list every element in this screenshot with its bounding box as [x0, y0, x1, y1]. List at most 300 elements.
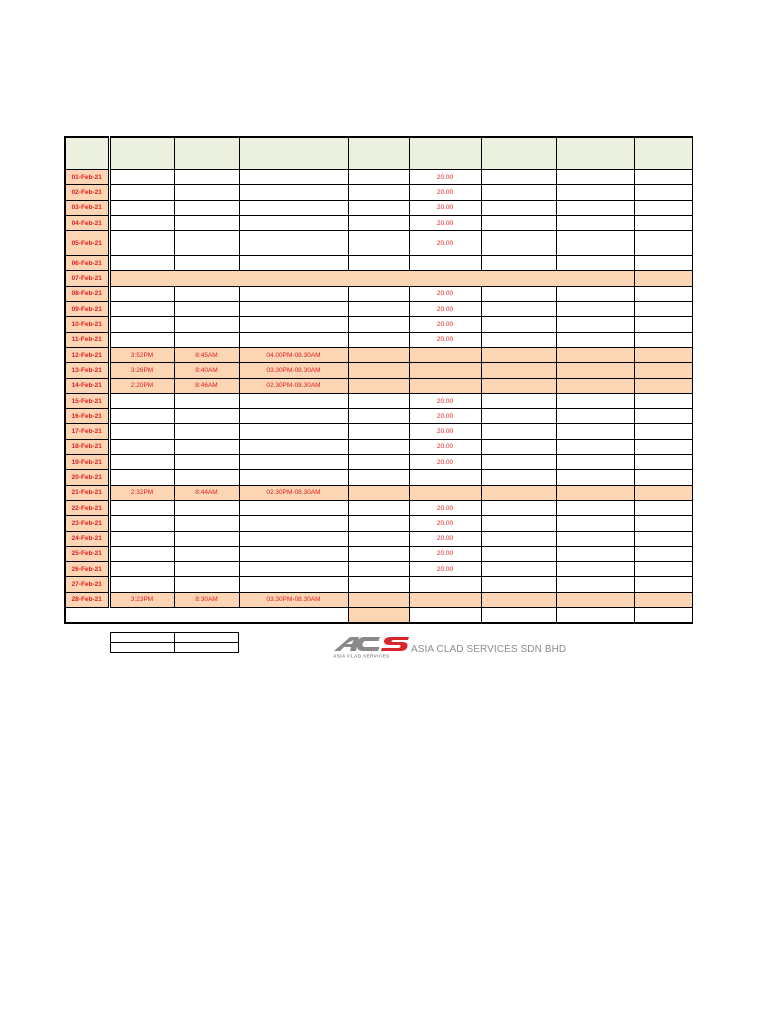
- table-cell: [109, 170, 174, 185]
- table-cell: 3:26PM: [109, 363, 174, 378]
- date-cell: 24-Feb-21: [65, 531, 109, 546]
- table-cell: 20.00: [409, 393, 481, 408]
- date-cell: 15-Feb-21: [65, 393, 109, 408]
- table-cell: [634, 347, 692, 362]
- table-cell: [634, 170, 692, 185]
- table-cell: [556, 455, 634, 470]
- table-cell: [239, 231, 348, 256]
- timesheet-table: [64, 136, 693, 624]
- header-cell: [409, 137, 481, 170]
- table-row: [65, 215, 692, 230]
- table-row: [65, 200, 692, 215]
- table-cell: [109, 231, 174, 256]
- table-cell: [239, 455, 348, 470]
- table-row: [65, 378, 692, 393]
- date-cell: 11-Feb-21: [65, 332, 109, 347]
- table-row: [65, 577, 692, 592]
- table-cell: [109, 393, 174, 408]
- company-logo: [332, 632, 567, 660]
- table-cell: [348, 231, 409, 256]
- table-cell: [239, 185, 348, 200]
- date-cell: 02-Feb-21: [65, 185, 109, 200]
- table-cell: [109, 531, 174, 546]
- table-cell: [481, 439, 556, 454]
- table-cell: 20.00: [409, 562, 481, 577]
- table-cell: [481, 363, 556, 378]
- total-cell: [348, 608, 409, 624]
- table-cell: 2:32PM: [109, 485, 174, 500]
- date-cell: 20-Feb-21: [65, 470, 109, 485]
- table-cell: [348, 424, 409, 439]
- table-cell: [556, 470, 634, 485]
- table-cell: [634, 455, 692, 470]
- table-cell: [634, 470, 692, 485]
- table-cell: [109, 317, 174, 332]
- table-cell: [634, 409, 692, 424]
- table-row: [65, 439, 692, 454]
- table-cell: [109, 332, 174, 347]
- table-cell: 20.00: [409, 286, 481, 301]
- table-cell: [348, 302, 409, 317]
- table-cell: 20.00: [409, 424, 481, 439]
- table-row: [65, 302, 692, 317]
- table-row: [65, 363, 692, 378]
- date-cell: 26-Feb-21: [65, 562, 109, 577]
- table-cell: 20.00: [409, 500, 481, 515]
- table-cell: [239, 516, 348, 531]
- table-row: [65, 409, 692, 424]
- table-cell: [348, 439, 409, 454]
- date-cell: 05-Feb-21: [65, 231, 109, 256]
- table-row: [65, 546, 692, 561]
- acs-logo-icon: [332, 632, 412, 660]
- table-cell: [348, 592, 409, 607]
- table-cell: 20.00: [409, 302, 481, 317]
- table-cell: [634, 317, 692, 332]
- table-row: [65, 393, 692, 408]
- table-cell: [348, 317, 409, 332]
- table-cell: [174, 302, 239, 317]
- table-cell: [634, 393, 692, 408]
- table-cell: [348, 393, 409, 408]
- header-cell: [65, 137, 109, 170]
- table-cell: [239, 215, 348, 230]
- table-row: [65, 516, 692, 531]
- table-cell: [409, 378, 481, 393]
- table-cell: [481, 231, 556, 256]
- table-cell: [348, 485, 409, 500]
- company-name: ASIA CLAD SERVICES SDN BHD: [411, 644, 567, 655]
- table-cell: [556, 302, 634, 317]
- date-cell: 19-Feb-21: [65, 455, 109, 470]
- table-cell: [634, 592, 692, 607]
- table-row: [65, 170, 692, 185]
- table-cell: [556, 332, 634, 347]
- date-cell: 01-Feb-21: [65, 170, 109, 185]
- table-cell: [239, 409, 348, 424]
- date-cell: 08-Feb-21: [65, 286, 109, 301]
- table-cell: [174, 562, 239, 577]
- table-cell: [348, 200, 409, 215]
- table-cell: [634, 577, 692, 592]
- table-row: [65, 424, 692, 439]
- date-cell: 07-Feb-21: [65, 271, 109, 286]
- table-cell: [348, 286, 409, 301]
- table-cell: [481, 332, 556, 347]
- table-cell: [409, 347, 481, 362]
- table-cell: [174, 332, 239, 347]
- table-cell: [481, 170, 556, 185]
- table-cell: [174, 424, 239, 439]
- table-row: [65, 286, 692, 301]
- table-cell: [409, 592, 481, 607]
- table-cell: [634, 302, 692, 317]
- table-cell: [409, 470, 481, 485]
- table-cell: [239, 562, 348, 577]
- table-cell: [556, 347, 634, 362]
- table-cell: 8:44AM: [174, 485, 239, 500]
- header-cell: [348, 137, 409, 170]
- header-cell: [174, 137, 239, 170]
- table-cell: 20.00: [409, 200, 481, 215]
- table-cell: [481, 256, 556, 271]
- date-cell: 23-Feb-21: [65, 516, 109, 531]
- table-cell: [634, 485, 692, 500]
- table-cell: 02.30PM-08.30AM: [239, 485, 348, 500]
- table-cell: [556, 215, 634, 230]
- table-cell: [481, 185, 556, 200]
- table-cell: [109, 286, 174, 301]
- table-cell: [556, 592, 634, 607]
- table-cell: [481, 516, 556, 531]
- table-cell: [556, 516, 634, 531]
- table-cell: [481, 424, 556, 439]
- table-cell: [556, 200, 634, 215]
- table-cell: [634, 546, 692, 561]
- table-cell: [239, 256, 348, 271]
- table-cell: 20.00: [409, 317, 481, 332]
- date-cell: 27-Feb-21: [65, 577, 109, 592]
- table-cell: [174, 470, 239, 485]
- signature-cell: [175, 633, 239, 643]
- table-cell: [348, 332, 409, 347]
- table-cell: [348, 363, 409, 378]
- logo-tagline: ASIA CLAD SERVICES: [333, 653, 390, 659]
- table-cell: [239, 470, 348, 485]
- table-cell: [348, 185, 409, 200]
- table-cell: [634, 562, 692, 577]
- table-cell: [556, 185, 634, 200]
- table-cell: 3:23PM: [109, 592, 174, 607]
- header-cell: [109, 137, 174, 170]
- table-cell: [109, 455, 174, 470]
- table-cell: [174, 185, 239, 200]
- table-cell: [109, 500, 174, 515]
- table-cell: 20.00: [409, 215, 481, 230]
- table-cell: [556, 231, 634, 256]
- date-cell: 17-Feb-21: [65, 424, 109, 439]
- table-cell: [409, 485, 481, 500]
- total-cell: [409, 608, 481, 624]
- table-cell: [481, 546, 556, 561]
- table-cell: [348, 455, 409, 470]
- table-cell: [348, 577, 409, 592]
- table-cell: [634, 332, 692, 347]
- date-cell: 18-Feb-21: [65, 439, 109, 454]
- table-cell: [481, 455, 556, 470]
- table-cell: [239, 424, 348, 439]
- table-cell: [174, 516, 239, 531]
- date-cell: 10-Feb-21: [65, 317, 109, 332]
- table-cell: 8:40AM: [174, 363, 239, 378]
- table-row: [65, 531, 692, 546]
- table-cell: 2:20PM: [109, 378, 174, 393]
- table-cell: [109, 577, 174, 592]
- table-row: [65, 562, 692, 577]
- table-cell: [556, 409, 634, 424]
- signature-cell: [111, 643, 175, 653]
- table-cell: [348, 516, 409, 531]
- signature-cell: [175, 643, 239, 653]
- table-cell: [348, 546, 409, 561]
- total-cell: [556, 608, 634, 624]
- table-cell: 8:45AM: [174, 347, 239, 362]
- table-cell: [556, 170, 634, 185]
- table-cell: [348, 378, 409, 393]
- table-cell: [481, 378, 556, 393]
- table-cell: [481, 485, 556, 500]
- table-cell: [174, 577, 239, 592]
- table-cell: [174, 317, 239, 332]
- table-cell: 20.00: [409, 439, 481, 454]
- table-cell: [239, 170, 348, 185]
- table-cell: [481, 286, 556, 301]
- table-cell: [481, 470, 556, 485]
- table-cell: [634, 531, 692, 546]
- table-cell: 02.30PM-08.30AM: [239, 378, 348, 393]
- table-row: [65, 185, 692, 200]
- table-cell: [109, 409, 174, 424]
- table-cell: [634, 516, 692, 531]
- table-cell: [348, 170, 409, 185]
- table-cell: [634, 185, 692, 200]
- table-cell: [174, 393, 239, 408]
- table-cell: [634, 271, 692, 286]
- header-cell: [556, 137, 634, 170]
- table-cell: 03.30PM-08.30AM: [239, 592, 348, 607]
- table-cell: [481, 531, 556, 546]
- table-cell: 20.00: [409, 516, 481, 531]
- date-cell: 03-Feb-21: [65, 200, 109, 215]
- table-cell: [634, 424, 692, 439]
- table-cell: 20.00: [409, 170, 481, 185]
- table-row: [65, 332, 692, 347]
- date-cell: 13-Feb-21: [65, 363, 109, 378]
- table-cell: [239, 546, 348, 561]
- table-cell: [556, 286, 634, 301]
- table-row: [65, 455, 692, 470]
- table-cell: [634, 500, 692, 515]
- table-cell: [239, 286, 348, 301]
- table-cell: [239, 200, 348, 215]
- table-cell: [481, 562, 556, 577]
- table-cell: [481, 393, 556, 408]
- table-cell: [239, 500, 348, 515]
- table-cell: [556, 378, 634, 393]
- table-cell: 20.00: [409, 531, 481, 546]
- table-cell: [481, 347, 556, 362]
- table-cell: [239, 439, 348, 454]
- table-row: [65, 231, 692, 256]
- total-row: [65, 608, 692, 624]
- table-cell: [348, 215, 409, 230]
- date-cell: 12-Feb-21: [65, 347, 109, 362]
- signature-box: [110, 632, 239, 653]
- table-cell: [481, 577, 556, 592]
- table-cell: [409, 577, 481, 592]
- table-cell: [409, 256, 481, 271]
- table-cell: [556, 393, 634, 408]
- table-cell: 20.00: [409, 409, 481, 424]
- header-row: [65, 137, 692, 170]
- table-cell: [109, 516, 174, 531]
- table-cell: [174, 231, 239, 256]
- header-cell: [481, 137, 556, 170]
- table-cell: [634, 363, 692, 378]
- date-cell: 04-Feb-21: [65, 215, 109, 230]
- table-row: [65, 256, 692, 271]
- table-cell: [556, 317, 634, 332]
- table-cell: [481, 317, 556, 332]
- table-row: [65, 485, 692, 500]
- table-cell: [109, 546, 174, 561]
- date-cell: 16-Feb-21: [65, 409, 109, 424]
- table-cell: [348, 500, 409, 515]
- table-row: [65, 470, 692, 485]
- table-cell: [174, 286, 239, 301]
- table-row: [65, 317, 692, 332]
- total-label-cell: [65, 608, 348, 624]
- date-cell: 25-Feb-21: [65, 546, 109, 561]
- table-cell: 8:46AM: [174, 378, 239, 393]
- signature-cell: [111, 633, 175, 643]
- table-cell: [109, 256, 174, 271]
- table-cell: [634, 256, 692, 271]
- date-cell: 14-Feb-21: [65, 378, 109, 393]
- table-cell: [634, 215, 692, 230]
- table-row: [65, 500, 692, 515]
- table-cell: [109, 302, 174, 317]
- table-cell: [556, 256, 634, 271]
- table-cell: [239, 332, 348, 347]
- total-cell: [634, 608, 692, 624]
- date-cell: 21-Feb-21: [65, 485, 109, 500]
- table-cell: [556, 531, 634, 546]
- table-cell: [174, 500, 239, 515]
- holiday-cell: [109, 271, 634, 286]
- table-cell: [109, 562, 174, 577]
- table-cell: [481, 302, 556, 317]
- date-cell: 22-Feb-21: [65, 500, 109, 515]
- table-cell: [556, 363, 634, 378]
- table-cell: 03.30PM-08.30AM: [239, 363, 348, 378]
- table-cell: [174, 170, 239, 185]
- table-cell: [348, 347, 409, 362]
- table-cell: [239, 317, 348, 332]
- table-cell: 20.00: [409, 455, 481, 470]
- table-cell: [556, 546, 634, 561]
- table-cell: [348, 531, 409, 546]
- date-cell: 28-Feb-21: [65, 592, 109, 607]
- table-cell: [634, 378, 692, 393]
- date-cell: 09-Feb-21: [65, 302, 109, 317]
- table-cell: [634, 200, 692, 215]
- table-cell: [556, 439, 634, 454]
- table-cell: [174, 531, 239, 546]
- table-cell: 20.00: [409, 546, 481, 561]
- table-cell: [409, 363, 481, 378]
- table-cell: [556, 577, 634, 592]
- table-cell: [174, 439, 239, 454]
- table-row: [65, 347, 692, 362]
- table-cell: [239, 531, 348, 546]
- table-cell: [174, 546, 239, 561]
- table-cell: 20.00: [409, 332, 481, 347]
- table-cell: [634, 286, 692, 301]
- table-cell: [109, 439, 174, 454]
- header-cell: [634, 137, 692, 170]
- table-cell: [109, 200, 174, 215]
- table-cell: [634, 231, 692, 256]
- table-cell: [239, 393, 348, 408]
- table-cell: [556, 424, 634, 439]
- table-cell: [109, 424, 174, 439]
- table-cell: [109, 215, 174, 230]
- table-cell: [174, 455, 239, 470]
- table-row: [65, 592, 692, 607]
- table-cell: 04.00PM-08.30AM: [239, 347, 348, 362]
- total-cell: [481, 608, 556, 624]
- table-cell: [174, 215, 239, 230]
- table-cell: [348, 256, 409, 271]
- table-cell: 20.00: [409, 231, 481, 256]
- table-cell: [481, 409, 556, 424]
- table-cell: [556, 562, 634, 577]
- table-cell: [481, 200, 556, 215]
- table-row: [65, 271, 692, 286]
- table-cell: [481, 215, 556, 230]
- table-cell: 8:30AM: [174, 592, 239, 607]
- table-cell: [481, 500, 556, 515]
- table-cell: [348, 470, 409, 485]
- table-cell: [109, 185, 174, 200]
- table-cell: 3:52PM: [109, 347, 174, 362]
- table-cell: [174, 256, 239, 271]
- table-cell: [174, 200, 239, 215]
- table-cell: [348, 409, 409, 424]
- table-cell: 20.00: [409, 185, 481, 200]
- header-cell: [239, 137, 348, 170]
- table-cell: [556, 500, 634, 515]
- table-cell: [239, 577, 348, 592]
- table-cell: [556, 485, 634, 500]
- table-cell: [481, 592, 556, 607]
- date-cell: 06-Feb-21: [65, 256, 109, 271]
- table-cell: [109, 470, 174, 485]
- table-cell: [348, 562, 409, 577]
- table-cell: [239, 302, 348, 317]
- table-cell: [634, 439, 692, 454]
